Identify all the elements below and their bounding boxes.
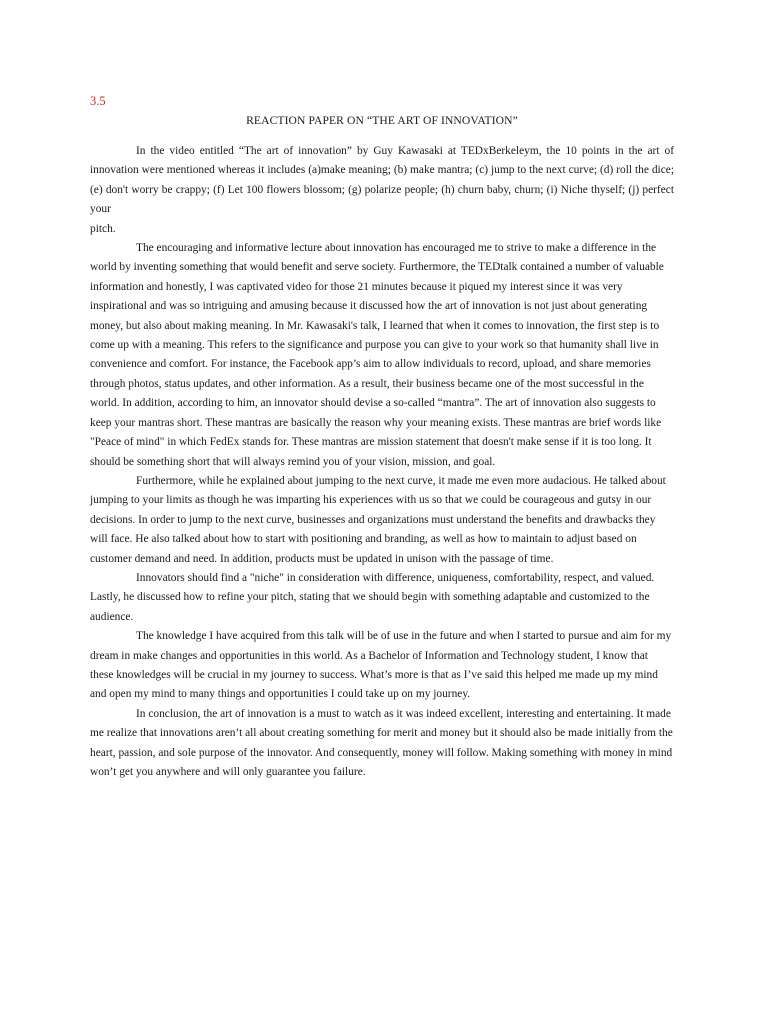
paragraph-1: In the video entitled “The art of innovation” by Guy Kawasaki at TEDxBerkeleym, the 10 points in the art of innovation were mentioned whereas it includes (a)make meaning; (b) make mantra; (c) jump to the next curve; (d) roll the dice; (e) don't worry be crappy; (f) Let 100 flowers blossom; (g) polarize people; (h) churn baby, churn; (i) Niche thyself; (j) perfect your [90, 145, 674, 216]
paragraph-2: The encouraging and informative lecture about innovation has encouraged me to strive to make a difference in the world by inventing something that would benefit and serve society. Furthermore, the TEDtalk contained a number of valuable information and honestly, I was captivated video for those 21 minutes because it piqued my interest since it was very inspirational and was so intriguing and amusing because it discussed how the art of innovation is not just about generating money, but also about making meaning. In Mr. Kawasaki's talk, I learned that when it comes to innovation, the first step is to come up with a meaning. This refers to the significance and purpose you can give to your work so that humanity shall live in convenience and comfort. For instance, the Facebook app’s aim to allow individuals to record, upload, and share memories through photos, status updates, and other information. As a result, their business became one of the most successful in the world. In addition, according to him, an innovator should devise a so-called “mantra”. The art of innovation also suggests to keep your mantras short. These mantras are basically the reason why your meaning exists. These mantras are brief words like "Peace of mind" in which FedEx stands for. These mantras are mission statement that doesn't make sense if it is too long. It should be something short that will always remind you of your vision, mission, and goal. [90, 242, 664, 468]
paragraph-5: The knowledge I have acquired from this talk will be of use in the future and when I started to pursue and aim for my dream in make changes and opportunities in this world. As a Bachelor of Information and Technology student, I know that these knowledges will be crucial in my journey to success. What’s more is that as I’ve said this helped me made up my mind and open my mind to many things and opportunities I could take up on my journey. [90, 630, 672, 701]
page-number: 3.5 [90, 94, 106, 108]
paragraph-3: Furthermore, while he explained about jumping to the next curve, it made me even more audacious. He talked about jumping to your limits as though he was imparting his experiences with us so that we could be courageous and gutsy in our decisions. In order to jump to the next curve, businesses and organizations must understand the benefits and drawbacks they will face. He also talked about how to start with positioning and branding, as well as how to maintain to adjust based on customer demand and need. In addition, products must be updated in unison with the passage of time. [90, 474, 666, 565]
paragraph-1-continuation: pitch. [90, 222, 116, 235]
document-title: REACTION PAPER ON “THE ART OF INNOVATION” [246, 114, 518, 127]
paragraph-6: In conclusion, the art of innovation is a must to watch as it was indeed excellent, interesting and entertaining. It made me realize that innovations aren’t all about creating something for merit and money but it should also be made initially from the heart, passion, and sole purpose of the innovator. And consequently, money will follow. Making something with money in mind won’t get you anywhere and will only guarantee you failure. [90, 707, 673, 778]
document-page [90, 92, 674, 782]
paragraph-4: Innovators should find a "niche" in consideration with difference, uniqueness, comfortability, respect, and valued. Lastly, he discussed how to refine your pitch, stating that we should begin with something adaptable and customized to the audience. [90, 571, 655, 623]
